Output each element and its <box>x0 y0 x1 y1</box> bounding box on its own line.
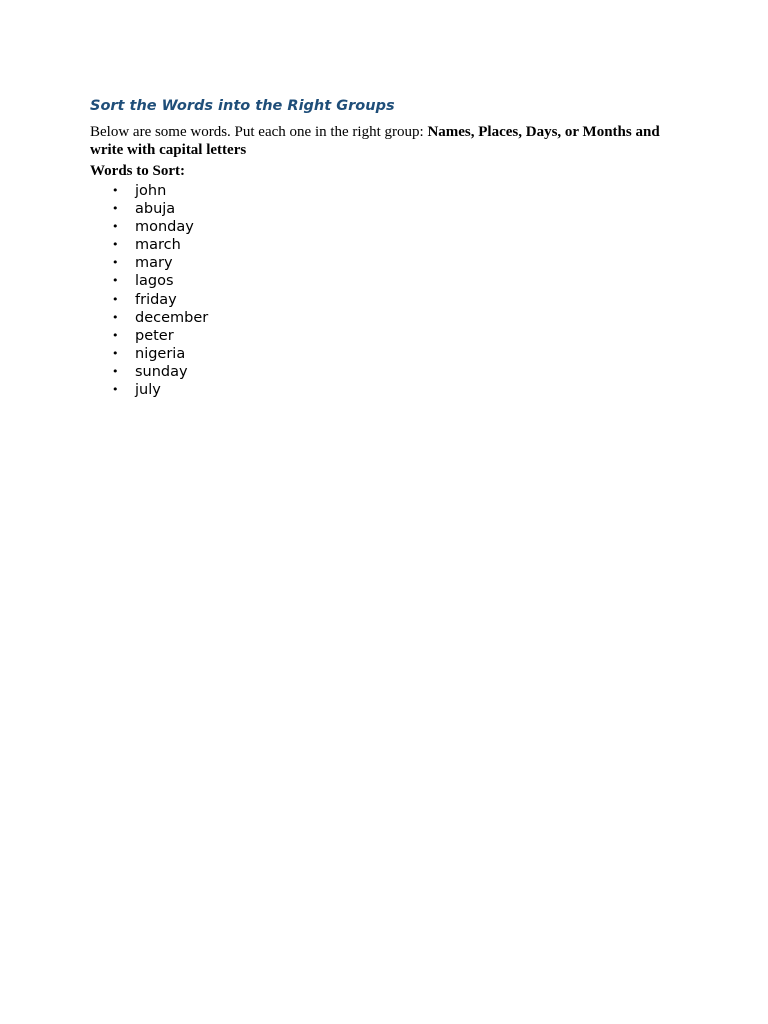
word-text: december <box>135 309 209 326</box>
bullet-icon: • <box>112 220 119 234</box>
word-text: nigeria <box>135 345 186 362</box>
bullet-icon: • <box>112 256 119 270</box>
bullet-icon: • <box>112 328 119 342</box>
list-item <box>90 272 680 290</box>
bullet-icon: • <box>112 383 119 397</box>
words-to-sort-heading: Words to Sort: <box>90 163 185 179</box>
list-item <box>90 182 680 200</box>
bullet-icon: • <box>112 292 119 306</box>
document-title: Sort the Words into the Right Groups <box>90 98 395 114</box>
list-item <box>90 345 680 363</box>
word-text: peter <box>135 327 174 344</box>
bullet-icon: • <box>112 364 119 378</box>
bullet-icon: • <box>112 202 119 216</box>
instructions-text: Below are some words. Put each one in the right group: <box>90 124 428 140</box>
list-item <box>90 291 680 309</box>
word-text: july <box>135 382 161 399</box>
bullet-icon: • <box>112 274 119 288</box>
word-text: monday <box>135 219 194 236</box>
list-item <box>90 381 680 399</box>
list-item <box>90 327 680 345</box>
list-item <box>90 254 680 272</box>
list-item <box>90 236 680 254</box>
bullet-icon: • <box>112 346 119 360</box>
word-list <box>90 182 680 399</box>
word-text: mary <box>135 255 173 272</box>
bullet-icon: • <box>112 184 119 197</box>
word-text: john <box>135 183 167 199</box>
word-text: march <box>135 237 181 254</box>
list-item <box>90 200 680 218</box>
word-text: friday <box>135 291 177 308</box>
list-item <box>90 309 680 327</box>
word-text: sunday <box>135 363 188 380</box>
instructions-paragraph <box>90 123 680 159</box>
bullet-icon: • <box>112 310 119 324</box>
document-page <box>90 97 680 399</box>
list-item <box>90 363 680 381</box>
list-item <box>90 218 680 236</box>
word-text: abuja <box>135 201 176 218</box>
bullet-icon: • <box>112 238 119 252</box>
word-text: lagos <box>135 273 174 290</box>
instructions-bold-text: Names, Places, Days, or Months and write with capital letters <box>90 124 660 158</box>
